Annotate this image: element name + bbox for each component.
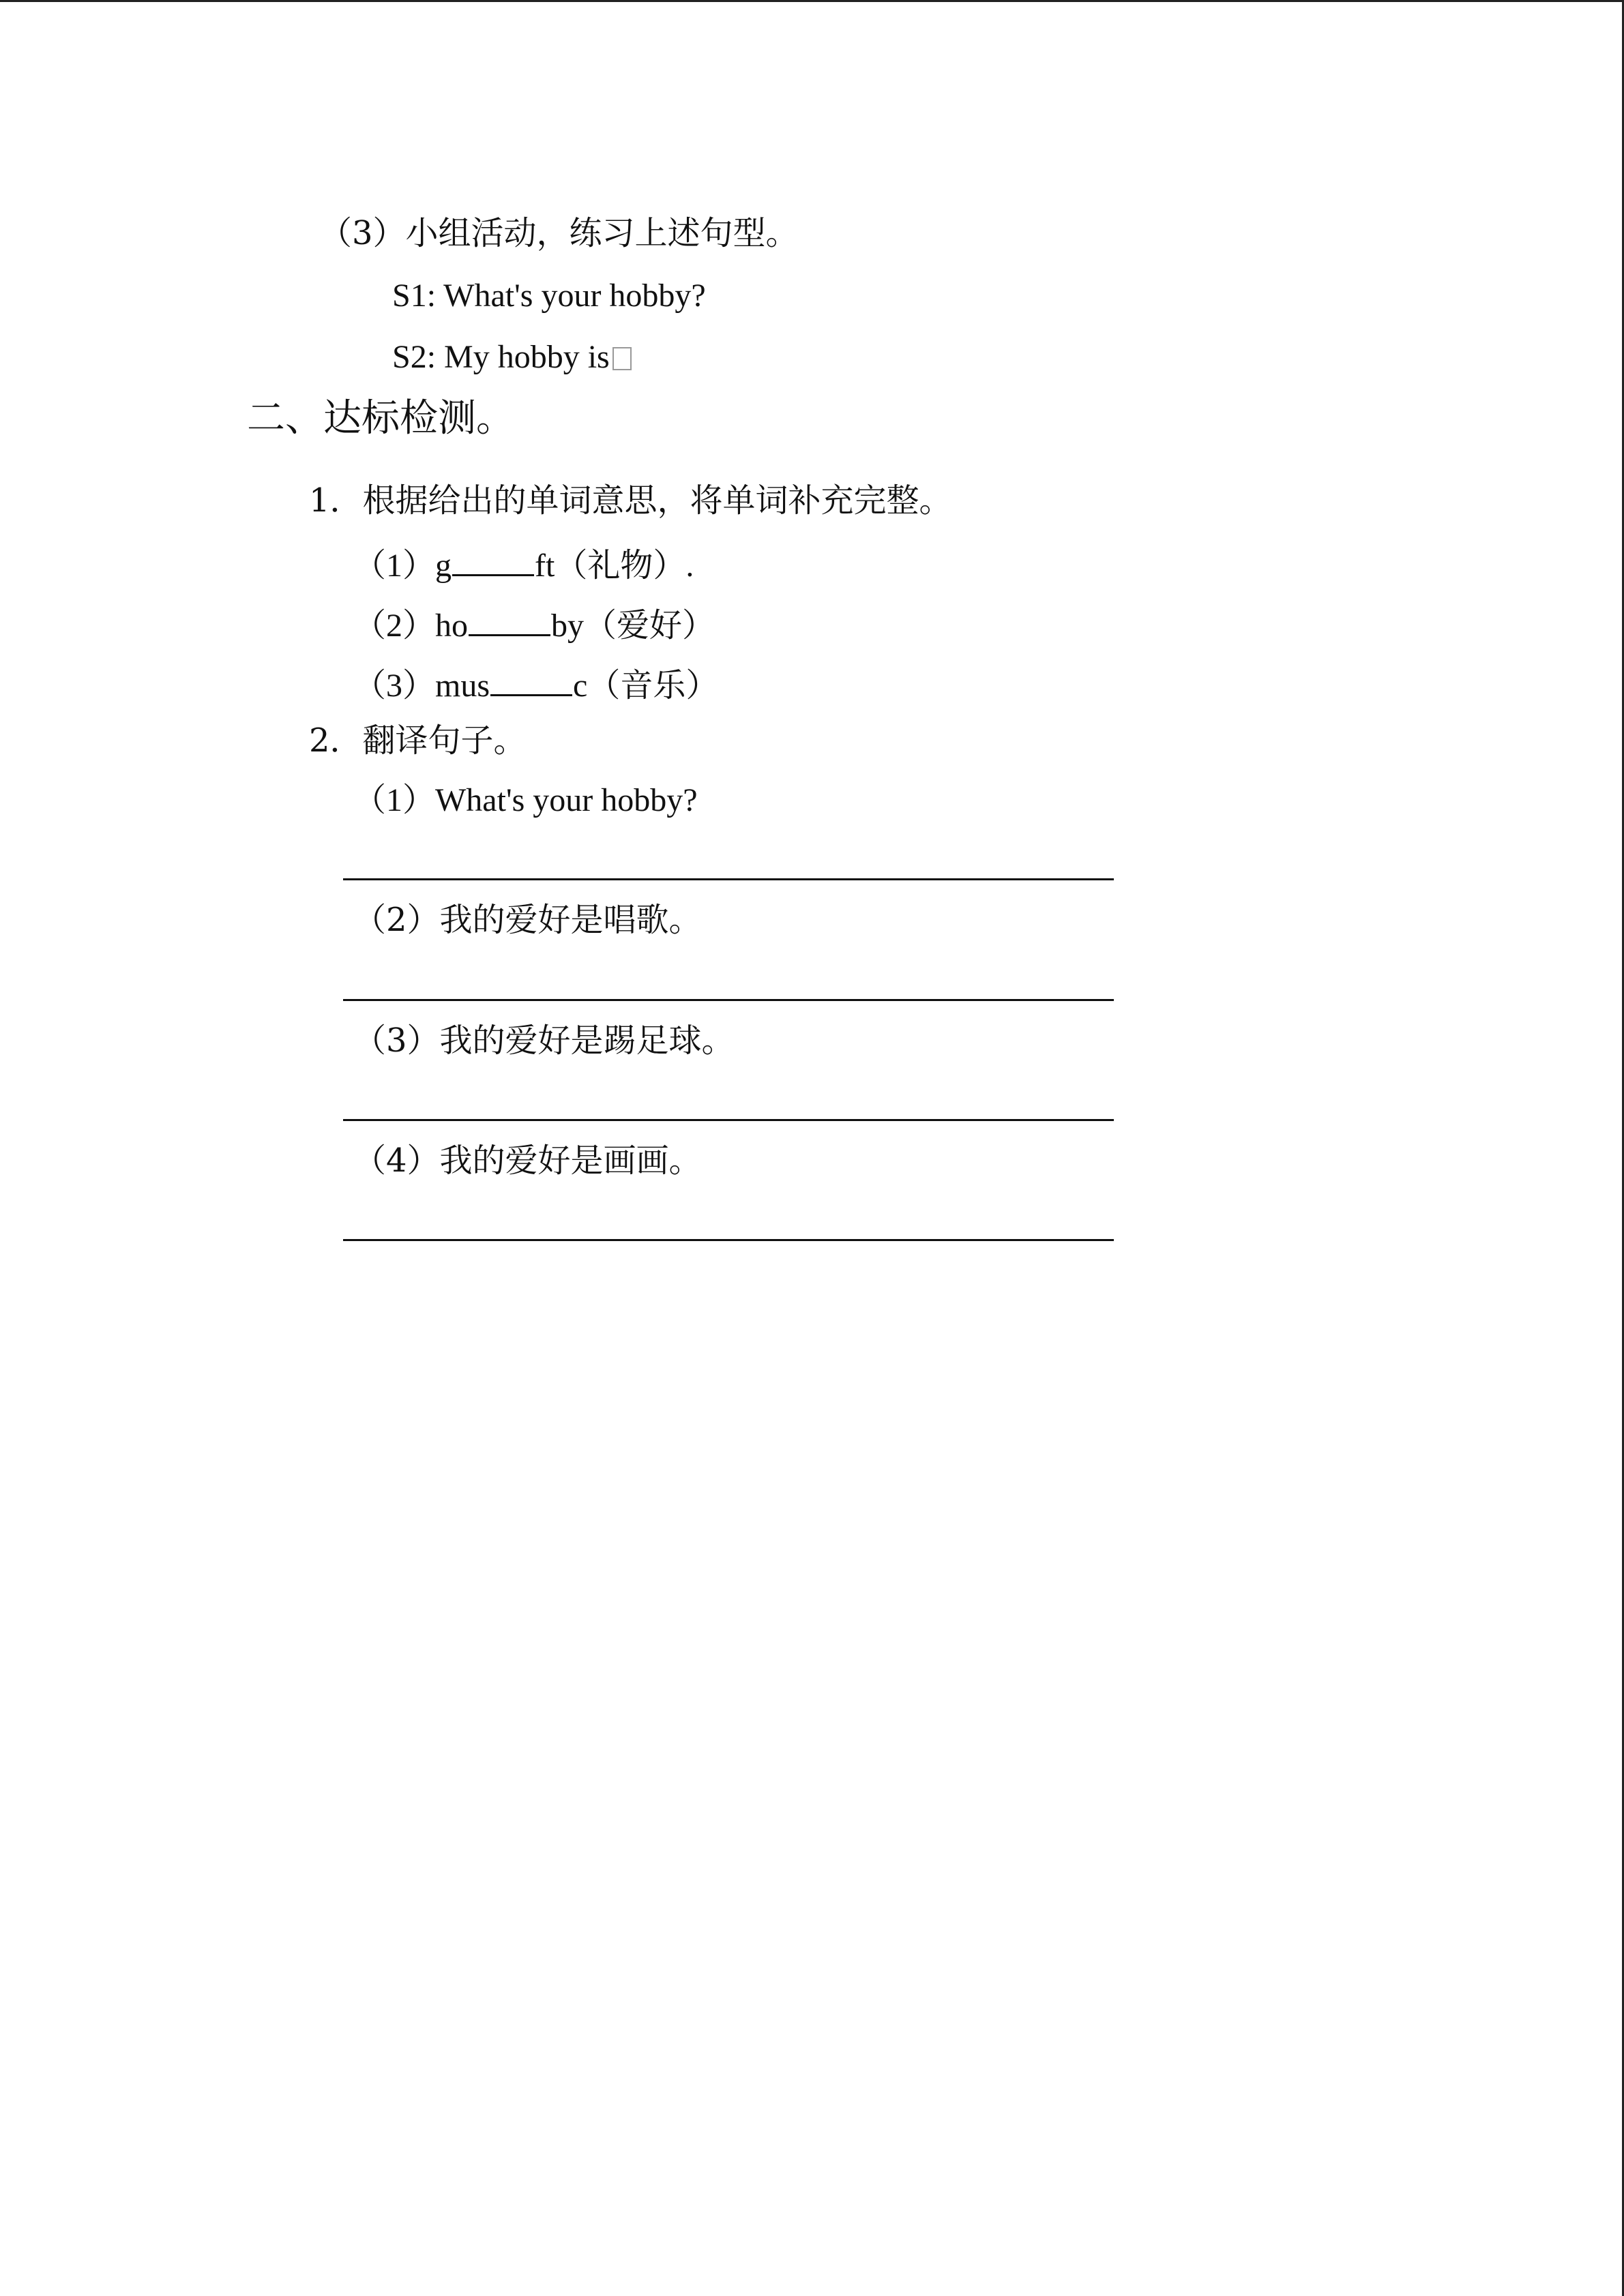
fill-in-item-3-prefix: （3）mus bbox=[353, 668, 490, 704]
answer-line-1[interactable] bbox=[343, 878, 1114, 880]
section-heading: 二、达标检测。 bbox=[247, 396, 514, 441]
fill-in-item-2-prefix: （2）ho bbox=[353, 608, 469, 644]
translation-item-4: （4）我的爱好是画画。 bbox=[353, 1142, 702, 1180]
fill-in-item-2 bbox=[353, 604, 715, 642]
fill-in-item-1 bbox=[353, 544, 694, 582]
fill-in-item-2-suffix: by（爱好） bbox=[551, 608, 715, 644]
answer-line-2[interactable] bbox=[343, 999, 1114, 1001]
fill-in-blank-2[interactable] bbox=[469, 604, 550, 636]
fill-in-blank-1[interactable] bbox=[452, 544, 534, 576]
question-1-title: 1．根据给出的单词意思，将单词补充完整。 bbox=[309, 481, 952, 520]
group-activity-instruction: （3）小组活动，练习上述句型。 bbox=[319, 214, 799, 252]
dialogue-line-s2 bbox=[392, 341, 632, 374]
fill-in-item-3-suffix: c（音乐） bbox=[573, 668, 719, 704]
placeholder-box-icon bbox=[612, 347, 632, 370]
answer-line-3[interactable] bbox=[343, 1119, 1114, 1121]
translation-item-3: （3）我的爱好是踢足球。 bbox=[353, 1022, 735, 1060]
page-top-border bbox=[0, 0, 1624, 2]
fill-in-item-1-prefix: （1）g bbox=[353, 548, 452, 584]
translation-item-1: （1）What's your hobby? bbox=[353, 782, 698, 818]
fill-in-blank-3[interactable] bbox=[490, 664, 572, 696]
fill-in-item-1-suffix: ft（礼物）. bbox=[535, 548, 694, 584]
dialogue-line-s2-text: S2: My hobby is bbox=[392, 339, 610, 375]
translation-item-2: （2）我的爱好是唱歌。 bbox=[353, 901, 702, 939]
dialogue-line-s1: S1: What's your hobby? bbox=[392, 278, 706, 314]
question-2-title: 2．翻译句子。 bbox=[309, 721, 527, 760]
answer-line-4[interactable] bbox=[343, 1239, 1114, 1241]
fill-in-item-3 bbox=[353, 664, 718, 702]
